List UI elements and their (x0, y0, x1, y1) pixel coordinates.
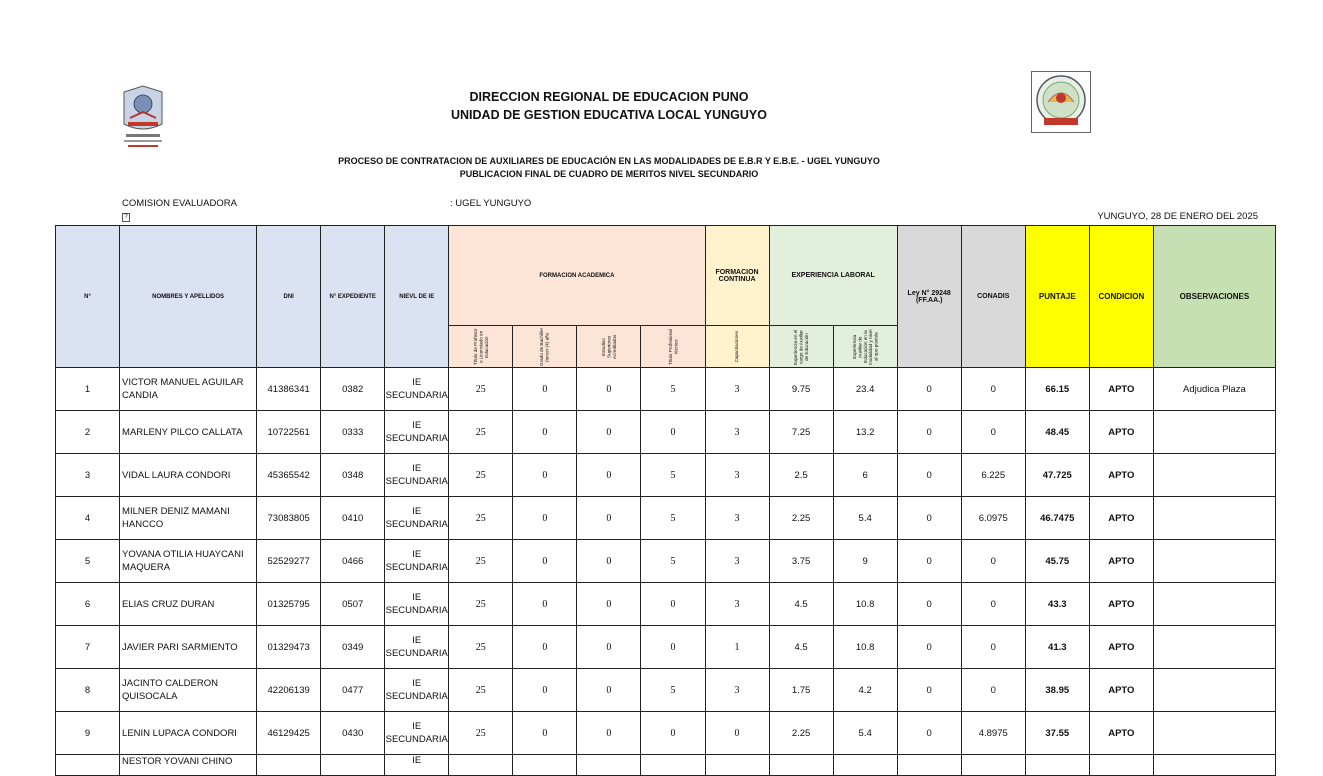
cell-ley: 0 (897, 626, 961, 669)
cell-fa2: 0 (513, 368, 577, 411)
cell-fa1: 25 (449, 669, 513, 712)
cell-el1: 3.75 (769, 540, 833, 583)
cell-conadis: 0 (961, 669, 1025, 712)
cell-el1: 2.25 (769, 497, 833, 540)
cell-fa4: 5 (641, 497, 705, 540)
cell-nombre: JAVIER PARI SARMIENTO (120, 626, 257, 669)
cell-nivel: IE SECUNDARIA (385, 411, 449, 454)
col-experiencia-laboral: EXPERIENCIA LABORAL (769, 226, 897, 326)
cell-puntaje: 38.95 (1025, 669, 1089, 712)
cell-fa2: 0 (513, 411, 577, 454)
cell-n: 1 (56, 368, 120, 411)
col-dni: DNI (257, 226, 321, 368)
sub-exp-cargo: Experiencia en el cargo de Auxiliar de Educación (792, 328, 809, 365)
cell-fa2: 0 (513, 669, 577, 712)
table-row (56, 454, 1276, 497)
cell-ley: 0 (897, 669, 961, 712)
col-observaciones: OBSERVACIONES (1153, 226, 1275, 368)
cell-el2: 4.2 (833, 669, 897, 712)
cell-obs (1153, 497, 1275, 540)
cell-el2: 10.8 (833, 626, 897, 669)
date-location: YUNGUYO, 28 DE ENERO DEL 2025 (1097, 211, 1258, 222)
cell-nombre: MARLENY PILCO CALLATA (120, 411, 257, 454)
cell-fa1: 25 (449, 712, 513, 755)
cell-condicion: APTO (1089, 368, 1153, 411)
table-row (56, 669, 1276, 712)
table-row-partial (56, 755, 1276, 776)
cell-ley: 0 (897, 454, 961, 497)
cell-nombre: MILNER DENIZ MAMANI HANCCO (120, 497, 257, 540)
cell-fa3: 0 (577, 411, 641, 454)
cell-fa3: 0 (577, 712, 641, 755)
cell-conadis: 0 (961, 368, 1025, 411)
cell-exp: 0348 (321, 454, 385, 497)
cell-puntaje: 41.3 (1025, 626, 1089, 669)
cell-n: 4 (56, 497, 120, 540)
cell-fa1: 25 (449, 540, 513, 583)
cell-conadis: 0 (961, 626, 1025, 669)
cell-obs (1153, 669, 1275, 712)
cell-nombre: JACINTO CALDERON QUISOCALA (120, 669, 257, 712)
cell-el2: 13.2 (833, 411, 897, 454)
cell-fa3: 0 (577, 669, 641, 712)
cell-fa4: 5 (641, 540, 705, 583)
cell-el2: 5.4 (833, 497, 897, 540)
cell-fa4: 0 (641, 712, 705, 755)
cell-nombre: YOVANA OTILIA HUAYCANI MAQUERA (120, 540, 257, 583)
col-conadis: CONADIS (961, 226, 1025, 368)
cell-condicion: APTO (1089, 712, 1153, 755)
cell-fa1: 25 (449, 411, 513, 454)
cell-conadis: 4.8975 (961, 712, 1025, 755)
cell-dni: 46129425 (257, 712, 321, 755)
cell-nivel: IE SECUNDARIA (385, 712, 449, 755)
cell-exp: 0349 (321, 626, 385, 669)
cell-fa2: 0 (513, 626, 577, 669)
table-row (56, 497, 1276, 540)
placeholder-glyph-icon: ? (122, 213, 130, 222)
cell-exp: 0507 (321, 583, 385, 626)
cell-fa2: 0 (513, 712, 577, 755)
cell-ley: 0 (897, 368, 961, 411)
cell-fa1: 25 (449, 583, 513, 626)
cell-obs (1153, 583, 1275, 626)
cell-fc: 3 (705, 411, 769, 454)
comision-value: : UGEL YUNGUYO (450, 198, 532, 209)
merit-table (55, 225, 1276, 776)
table-row (56, 583, 1276, 626)
cell-exp: 0466 (321, 540, 385, 583)
cell-nivel: IE (385, 755, 449, 776)
cell-obs (1153, 411, 1275, 454)
cell-el1: 1.75 (769, 669, 833, 712)
cell-fa4: 0 (641, 583, 705, 626)
cell-condicion: APTO (1089, 669, 1153, 712)
cell-nivel: IE SECUNDARIA (385, 669, 449, 712)
cell-dni: 01325795 (257, 583, 321, 626)
cell-el1: 4.5 (769, 626, 833, 669)
sub-estudios-superiores: Estudios Superiores Acreditados (600, 334, 617, 359)
cell-puntaje: 66.15 (1025, 368, 1089, 411)
cell-fc: 3 (705, 669, 769, 712)
cell-fc: 3 (705, 454, 769, 497)
col-formacion-academica: FORMACION ACADEMICA (449, 226, 705, 326)
cell-exp: 0333 (321, 411, 385, 454)
cell-conadis: 6.0975 (961, 497, 1025, 540)
cell-condicion: APTO (1089, 540, 1153, 583)
cell-fa1: 25 (449, 454, 513, 497)
title-line-2: UNIDAD DE GESTION EDUCATIVA LOCAL YUNGUYO (451, 108, 767, 122)
cell-fa2: 0 (513, 497, 577, 540)
cell-dni: 42206139 (257, 669, 321, 712)
cell-puntaje: 37.55 (1025, 712, 1089, 755)
cell-nivel: IE SECUNDARIA (385, 368, 449, 411)
cell-dni: 10722561 (257, 411, 321, 454)
cell-dni: 41386341 (257, 368, 321, 411)
cell-conadis: 0 (961, 411, 1025, 454)
cell-fa1: 25 (449, 626, 513, 669)
cell-ley: 0 (897, 497, 961, 540)
cell-el2: 10.8 (833, 583, 897, 626)
cell-fc: 3 (705, 368, 769, 411)
sub-capacitaciones: Capacitaciones (734, 330, 740, 363)
cell-n: 5 (56, 540, 120, 583)
cell-nombre: VICTOR MANUEL AGUILAR CANDIA (120, 368, 257, 411)
col-num: N° (56, 226, 120, 368)
cell-ley: 0 (897, 411, 961, 454)
cell-condicion: APTO (1089, 411, 1153, 454)
cell-fa4: 5 (641, 454, 705, 497)
cell-condicion: APTO (1089, 583, 1153, 626)
cell-obs (1153, 712, 1275, 755)
cell-el2: 23.4 (833, 368, 897, 411)
cell-exp: 0430 (321, 712, 385, 755)
cell-conadis: 6.225 (961, 454, 1025, 497)
cell-fa2: 0 (513, 540, 577, 583)
cell-ley: 0 (897, 540, 961, 583)
cell-fa4: 5 (641, 669, 705, 712)
cell-puntaje: 43.3 (1025, 583, 1089, 626)
cell-el1: 2.25 (769, 712, 833, 755)
cell-fc: 3 (705, 583, 769, 626)
table-row (56, 368, 1276, 411)
cell-fa3: 0 (577, 454, 641, 497)
table-row (56, 540, 1276, 583)
cell-n: 3 (56, 454, 120, 497)
sub-titulo-profesor: Título de Profesor o Licenciado en Educación (472, 328, 489, 365)
cell-puntaje: 45.75 (1025, 540, 1089, 583)
cell-fa3: 0 (577, 497, 641, 540)
cell-obs (1153, 454, 1275, 497)
col-puntaje: PUNTAJE (1025, 226, 1089, 368)
cell-obs: Adjudica Plaza (1153, 368, 1275, 411)
cell-n: 9 (56, 712, 120, 755)
cell-condicion: APTO (1089, 454, 1153, 497)
cell-fa1: 25 (449, 497, 513, 540)
cell-nivel: IE SECUNDARIA (385, 454, 449, 497)
process-subtitle (0, 155, 1218, 181)
cell-condicion: APTO (1089, 626, 1153, 669)
cell-el2: 5.4 (833, 712, 897, 755)
cell-obs (1153, 540, 1275, 583)
cell-fc: 1 (705, 626, 769, 669)
cell-conadis: 0 (961, 583, 1025, 626)
table-row (56, 712, 1276, 755)
process-line-2: PUBLICACION FINAL DE CUADRO DE MERITOS NIVEL SECUNDARIO (459, 169, 759, 179)
cell-nombre: LENIN LUPACA CONDORI (120, 712, 257, 755)
cell-exp: 0382 (321, 368, 385, 411)
cell-fa4: 0 (641, 626, 705, 669)
cell-el1: 2.5 (769, 454, 833, 497)
cell-n: 6 (56, 583, 120, 626)
cell-obs (1153, 626, 1275, 669)
col-expediente: N° EXPEDIENTE (321, 226, 385, 368)
cell-fa1: 25 (449, 368, 513, 411)
cell-fa4: 0 (641, 411, 705, 454)
sub-exp-modalidad: Experiencia Auxiliar de Educación en la modalidad y nivel al que postula (851, 328, 879, 365)
cell-fa3: 0 (577, 540, 641, 583)
cell-nombre: ELIAS CRUZ DURAN (120, 583, 257, 626)
col-formacion-continua: FORMACION CONTINUA (705, 226, 769, 326)
cell-nombre: VIDAL LAURA CONDORI (120, 454, 257, 497)
cell-puntaje: 47.725 (1025, 454, 1089, 497)
cell-puntaje: 46.7475 (1025, 497, 1089, 540)
cell-nivel: IE SECUNDARIA (385, 626, 449, 669)
cell-condicion: APTO (1089, 497, 1153, 540)
cell-fa3: 0 (577, 368, 641, 411)
cell-el2: 6 (833, 454, 897, 497)
cell-fa3: 0 (577, 583, 641, 626)
cell-dni: 45365542 (257, 454, 321, 497)
col-condicion: CONDICION (1089, 226, 1153, 368)
cell-ley: 0 (897, 712, 961, 755)
comision-label (122, 198, 237, 222)
comision-text: COMISION EVALUADORA (122, 198, 237, 209)
cell-ley: 0 (897, 583, 961, 626)
cell-n: 8 (56, 669, 120, 712)
table-row (56, 626, 1276, 669)
cell-fc: 0 (705, 712, 769, 755)
cell-fa3: 0 (577, 626, 641, 669)
cell-el1: 7.25 (769, 411, 833, 454)
col-nivel: NIEVL DE IE (385, 226, 449, 368)
cell-fa4: 5 (641, 368, 705, 411)
sub-grado-bachiller: Grado de Bachiller (tercer (4) año (539, 327, 550, 366)
cell-nombre: NESTOR YOVANI CHINO (120, 755, 257, 776)
process-line-1: PROCESO DE CONTRATACION DE AUXILIARES DE EDUCACIÓN EN LAS MODALIDADES DE E.B.R Y E.B.E. - UGEL YUNGUYO (338, 156, 880, 166)
cell-el1: 9.75 (769, 368, 833, 411)
cell-nivel: IE SECUNDARIA (385, 583, 449, 626)
col-nombres: NOMBRES Y APELLIDOS (120, 226, 257, 368)
cell-nivel: IE SECUNDARIA (385, 540, 449, 583)
cell-fa2: 0 (513, 583, 577, 626)
cell-dni: 52529277 (257, 540, 321, 583)
cell-dni: 01329473 (257, 626, 321, 669)
sub-titulo-tecnico: Título Profesional técnico (667, 328, 678, 365)
cell-exp: 0410 (321, 497, 385, 540)
cell-nivel: IE SECUNDARIA (385, 497, 449, 540)
col-ley: Ley N° 29248 (FF.AA.) (897, 226, 961, 368)
table-row (56, 411, 1276, 454)
cell-n: 2 (56, 411, 120, 454)
cell-dni: 73083805 (257, 497, 321, 540)
cell-conadis: 0 (961, 540, 1025, 583)
cell-fc: 3 (705, 540, 769, 583)
cell-fc: 3 (705, 497, 769, 540)
cell-el2: 9 (833, 540, 897, 583)
cell-puntaje: 48.45 (1025, 411, 1089, 454)
page-title (0, 88, 1218, 124)
cell-fa2: 0 (513, 454, 577, 497)
title-line-1: DIRECCION REGIONAL DE EDUCACION PUNO (469, 90, 749, 104)
cell-n: 7 (56, 626, 120, 669)
cell-exp: 0477 (321, 669, 385, 712)
cell-el1: 4.5 (769, 583, 833, 626)
